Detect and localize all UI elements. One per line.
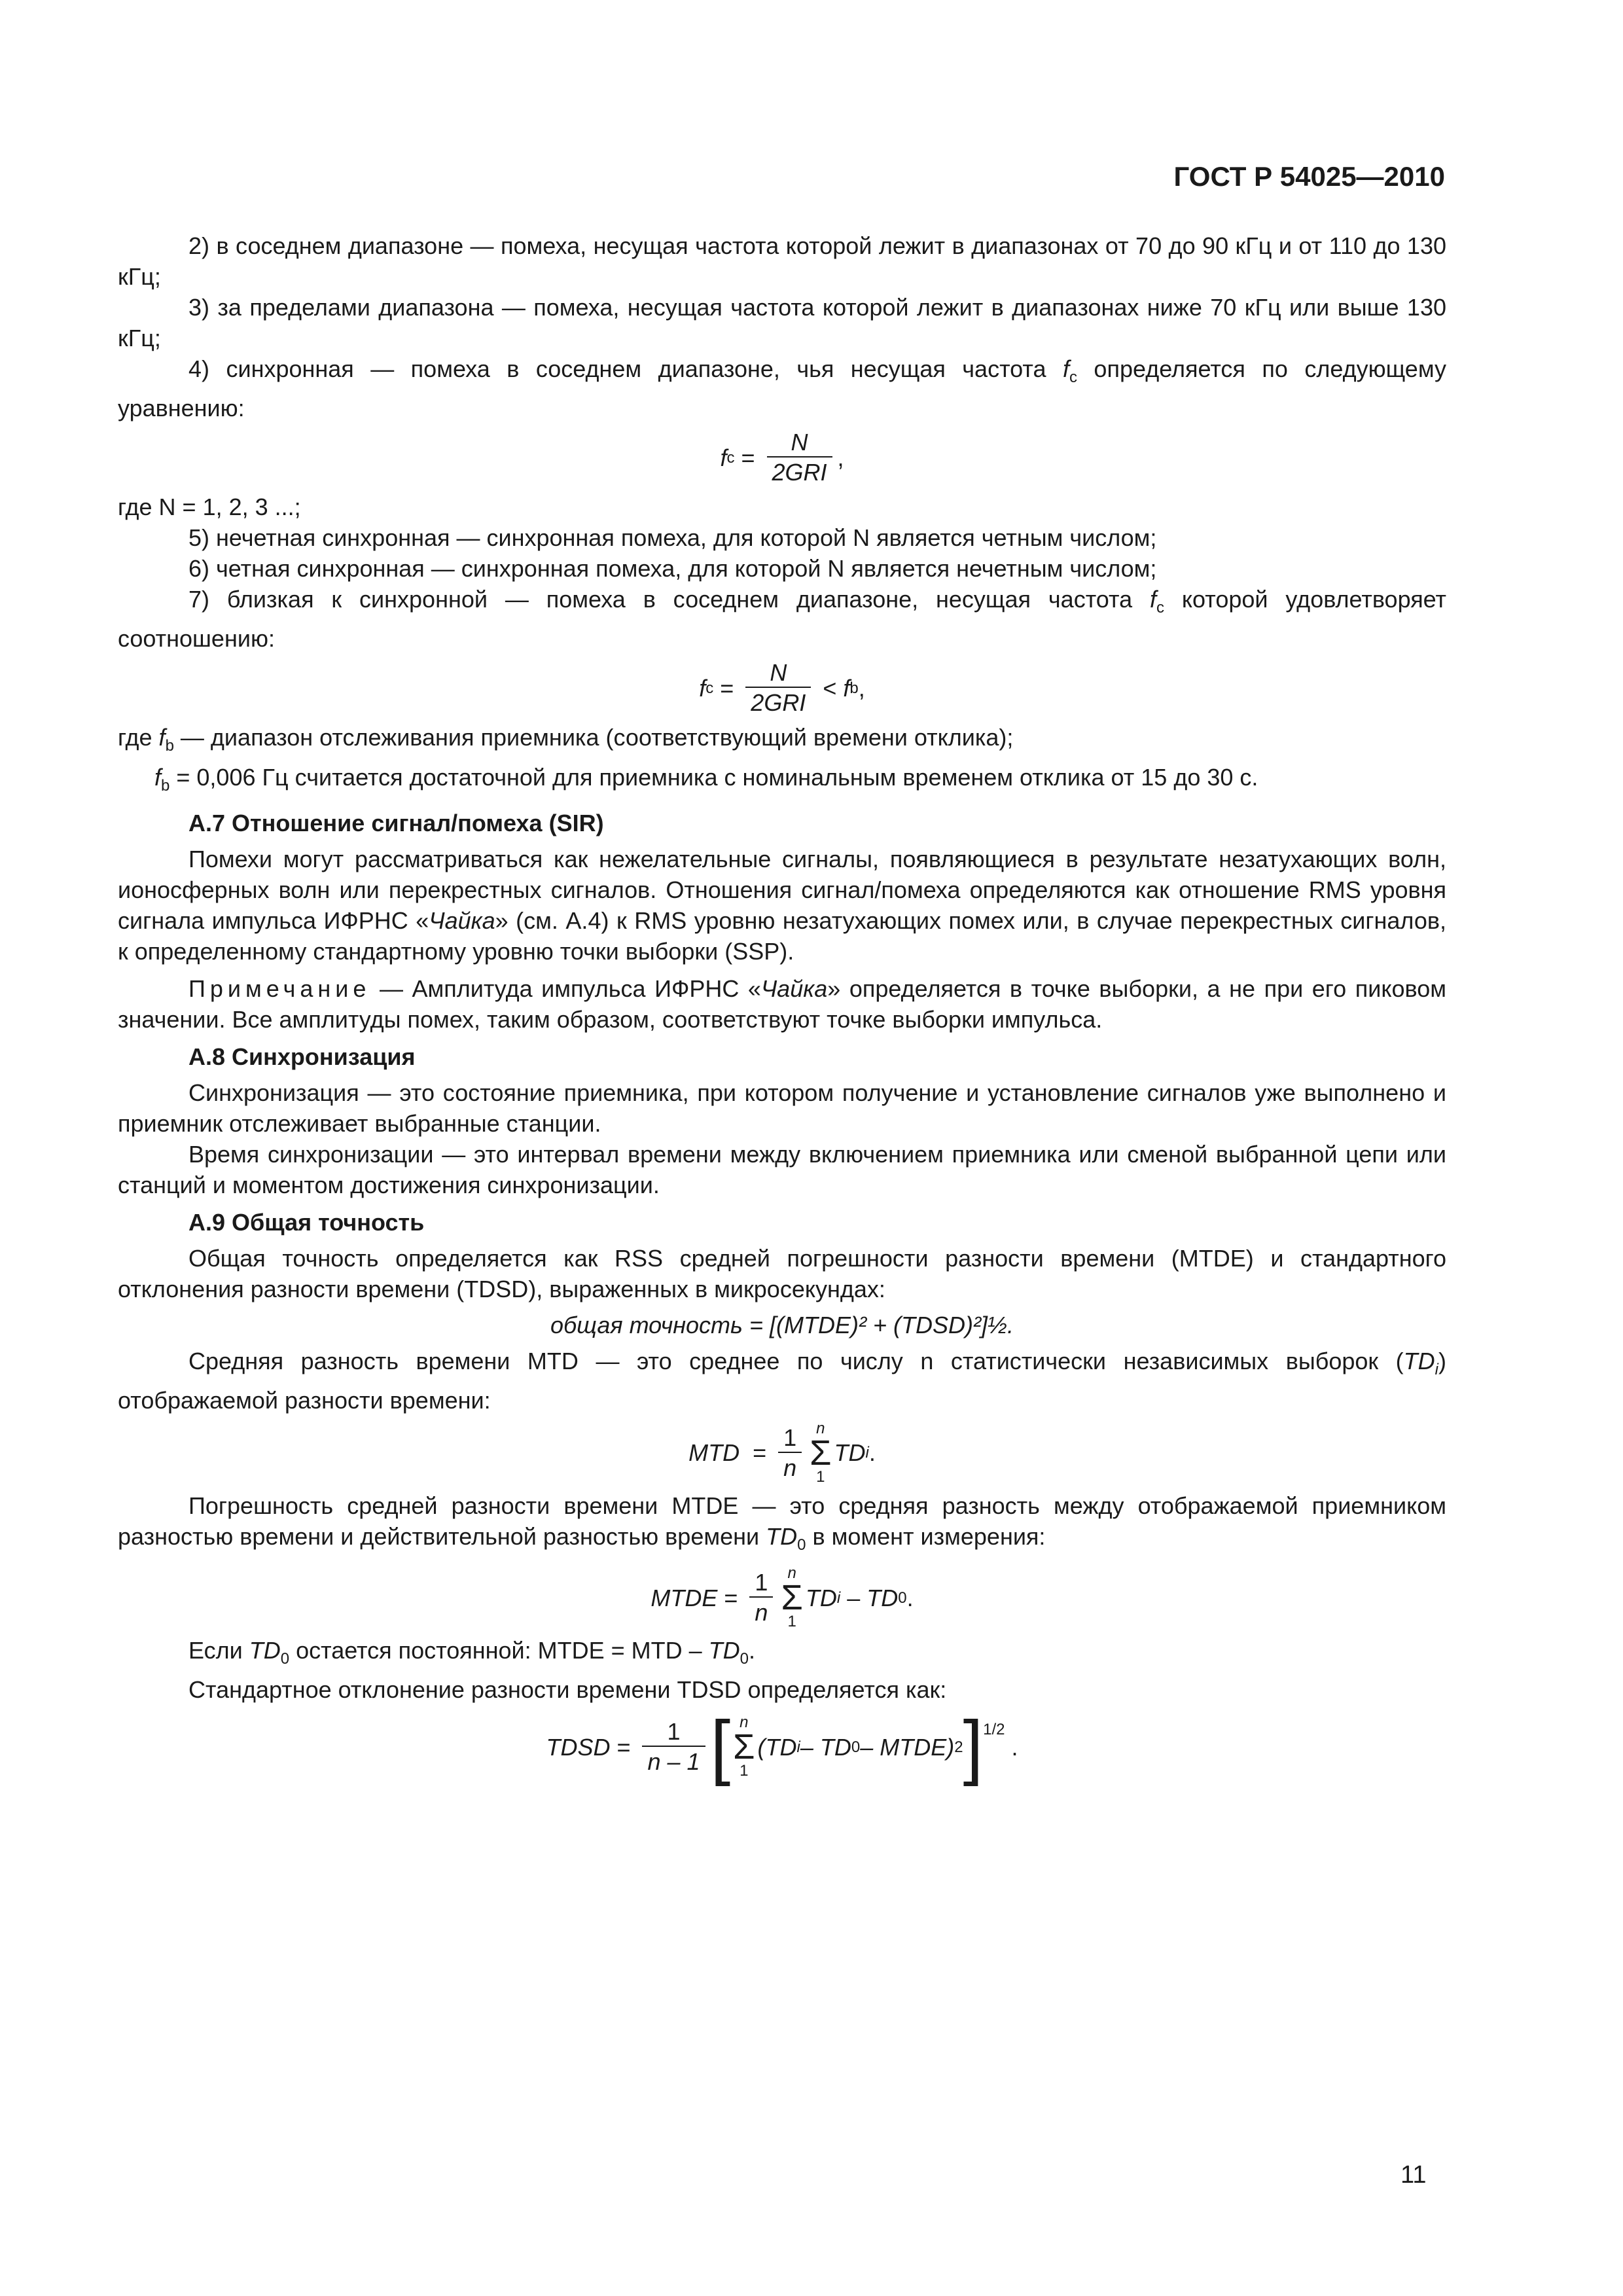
section-heading-a9: А.9 Общая точность bbox=[188, 1208, 425, 1236]
formula-tdsd: TDSD = $\frac{1}{n - 1}$ [ n Σ 1 (TD i – TD 0 – MTDE) 2 ] $^{1/2}$ . bbox=[546, 1706, 1018, 1787]
list-item-2: 2) в соседнем диапазоне — помеха, несущая частота которой лежит в диапазонах от 70 до 90 кГц и от 110 до 130 кГц; bbox=[118, 232, 1446, 290]
a9-paragraph-4: Если $TD_0$ остается постоянной: MTDE = MTD – $TD_0$. bbox=[188, 1637, 756, 1668]
list-item-4: 4) синхронная — помеха в соседнем диапазоне, чья несущая частота $f_c$ определяется по следующему уравнению: bbox=[118, 355, 1446, 422]
section-heading-a7: А.7 Отношение сигнал/помеха (SIR) bbox=[188, 809, 604, 836]
a8-paragraph-2: Время синхронизации — это интервал времени между включением приемника или сменой выбранной цепи или станций и моментом достижения синхронизации. bbox=[118, 1140, 1446, 1198]
document-header: ГОСТ Р 54025—2010 bbox=[1173, 161, 1445, 192]
where-n: где N = 1, 2, 3 ...; bbox=[118, 493, 301, 521]
document-body bbox=[118, 230, 1446, 1785]
formula-mtd: MTD = $\frac{1}{n}$ n Σ 1 TD i . bbox=[688, 1419, 876, 1486]
a8-paragraph-1: Синхронизация — это состояние приемника, при котором получение и установление сигналов уже выполнено и приемник отслеживает выбранные станции. bbox=[118, 1079, 1446, 1137]
list-item-3: 3) за пределами диапазона — помеха, несущая частота которой лежит в диапазонах ниже 70 кГц или выше 130 кГц; bbox=[118, 294, 1446, 351]
a7-paragraph: Помехи могут рассматриваться как нежелательные сигналы, появляющиеся в результате незатухающих волн, ионосферных волн или перекрестных сигналов. Отношения сигнал/помеха определяются как отношение RMS уровня сигнала импульса ИФРНС «Чайка» (см. А.4) к RMS уровню незатухающих помех или, в случае перекрестных сигналов, к определенному стандартному уровню точки выборки (SSP). bbox=[118, 845, 1446, 965]
formula-fc-fb: f c = $\frac{N}{\text{2GRI}}$ < f b , bbox=[699, 659, 865, 717]
list-item-5: 5) нечетная синхронная — синхронная помеха, для которой N является четным числом; bbox=[188, 524, 1157, 552]
formula-accuracy: общая точность = [(MTDE)² + (TDSD)²]½. bbox=[550, 1311, 1014, 1338]
section-heading-a8: А.8 Синхронизация bbox=[188, 1043, 416, 1070]
a9-paragraph-2: Средняя разность времени MTD — это среднее по числу n статистически независимых выборок $(TD_i)$ отображаемой разности времени: bbox=[118, 1347, 1446, 1414]
a9-paragraph-3: Погрешность средней разности времени MTDE — это средняя разность между отображаемой приемником разностью времени и действительной разностью времени $TD_0$ в момент измерения: bbox=[118, 1492, 1446, 1554]
fb-value: $f_b = 0,006$ Гц считается достаточной для приемника с номинальным временем отклика от 15 до 30 с. bbox=[154, 763, 1258, 795]
a9-paragraph-5: Стандартное отклонение разности времени TDSD определяется как: bbox=[188, 1676, 947, 1704]
a9-paragraph-1: Общая точность определяется как RSS средней погрешности разности времени (MTDE) и стандартного отклонения разности времени (TDSD), выраженных в микросекундах: bbox=[118, 1244, 1446, 1302]
formula-fc: f c = $\frac{N}{\text{2GRI}}$ , bbox=[720, 429, 844, 486]
where-fb: где $f_b$ — диапазон отслеживания приемника (соответствующий времени отклика); bbox=[118, 724, 1014, 755]
list-item-7: 7) близкая к синхронной — помеха в соседнем диапазоне, несущая частота $f_c$ которой удовлетворяет соотношению: bbox=[118, 586, 1446, 653]
list-item-6: 6) четная синхронная — синхронная помеха, для которой N является нечетным числом; bbox=[188, 555, 1157, 583]
formula-mtde: MTDE = $\frac{1}{n}$ n Σ 1 TD i – TD 0 . bbox=[651, 1564, 914, 1631]
a7-note: Примечание — Амплитуда импульса ИФРНС «Чайка» определяется в точке выборки, а не при его пиковом значении. Все амплитуды помех, таким образом, соответствуют точке выборки импульса. bbox=[118, 975, 1446, 1033]
page-number: 11 bbox=[1400, 2161, 1427, 2189]
